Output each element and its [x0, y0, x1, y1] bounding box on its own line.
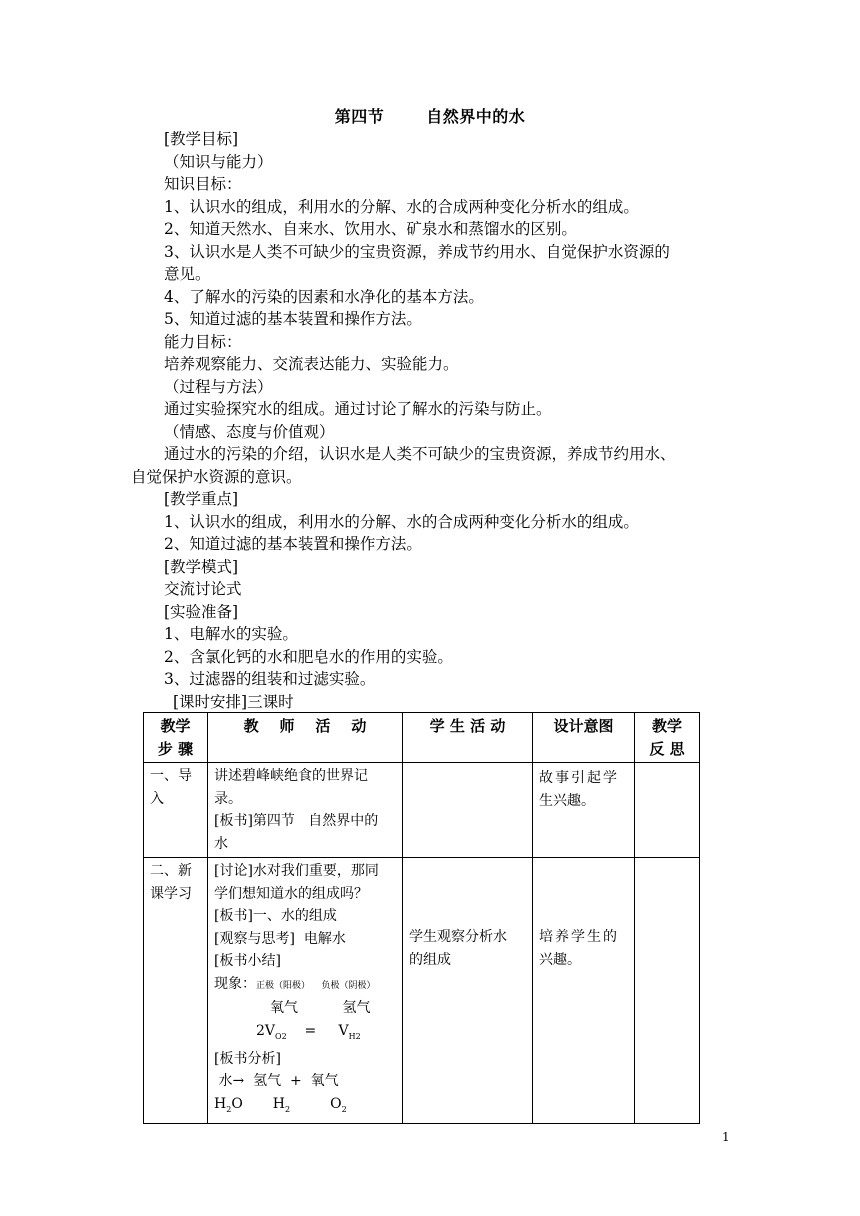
chemical-formulas: $H_2O$ $H_2$ $O_2$	[214, 1095, 347, 1114]
text-line: 3、过滤器的组装和过滤实验。	[164, 670, 376, 688]
row2-step: 二、新 课学习	[144, 858, 208, 1124]
page-number: 1	[722, 1130, 730, 1144]
text-line: （知识与能力）	[164, 152, 273, 171]
volume-ratio: $2V_{O2}$ = $V_{H2}$	[256, 1022, 361, 1041]
gases-line: 氧气 氢气	[270, 1000, 371, 1016]
text-line: 2、知道过滤的基本装置和操作方法。	[164, 535, 422, 553]
text-line: [教学模式]	[164, 557, 239, 576]
row2-design: 培养学生的 兴趣。	[533, 858, 635, 1124]
lesson-table	[143, 712, 700, 1124]
header-reflect: 教学 反 思	[635, 713, 700, 763]
lesson-plan-text	[131, 128, 731, 713]
text-line: 2、知道天然水、自来水、饮用水、矿泉水和蒸馏水的区别。	[164, 220, 577, 238]
text-line: （情感、态度与价值观）	[164, 422, 335, 441]
word-equation: 水→ 氢气 + 氧气	[214, 1073, 339, 1090]
title-section: 第四节	[334, 107, 385, 126]
text-line: 通过实验探究水的组成。通过讨论了解水的污染与防止。	[164, 400, 552, 418]
header-design: 设计意图	[533, 713, 635, 763]
text-line: 知识目标：	[164, 175, 242, 193]
table-header-row	[144, 713, 700, 763]
text-line: [实验准备]	[164, 602, 239, 621]
text-line: 1、电解水的实验。	[164, 625, 298, 643]
row2-teacher: [讨论]水对我们重要，那同 学们想知道水的组成吗？ [板书]一、水的组成 [观察与思考] 电解水 [板书小结] 现象：正极（阳极） 负极（阴极） 氧气 氢气 $2V_{O2}$ = $V_{H2}$ [板书分析] 水→ 氢气 + 氧气 $H_2O$ $H_2$ $O_2$	[208, 858, 403, 1124]
phenomenon-line: 现象：正极（阳极） 负极（阴极）	[214, 975, 376, 992]
row1-teacher: 讲述碧峰峡绝食的世界记 录。 [板书]第四节 自然界中的 水	[208, 763, 403, 858]
text-line: [教学重点]	[164, 490, 239, 508]
row2-reflect	[635, 858, 700, 1124]
text-line: 5、知道过滤的基本装置和操作方法。	[164, 310, 422, 328]
row1-step: 一、导 入	[144, 763, 208, 858]
text-line: （过程与方法）	[164, 377, 273, 396]
row1-design: 故事引起学 生兴趣。	[533, 763, 635, 858]
text-line: 4、了解水的污染的因素和水净化的基本方法。	[164, 287, 484, 306]
table-row	[144, 858, 700, 1124]
text-line: 意见。	[164, 265, 211, 283]
text-line: 能力目标：	[164, 332, 242, 351]
text-line: 培养观察能力、交流表达能力、实验能力。	[164, 355, 459, 373]
text-line: [课时安排]三课时	[173, 692, 294, 711]
text-line: 1、认识水的组成，利用水的分解、水的合成两种变化分析水的组成。	[164, 197, 639, 216]
text-line: 通过水的污染的介绍，认识水是人类不可缺少的宝贵资源，养成节约用水、	[164, 445, 676, 463]
row1-reflect	[635, 763, 700, 858]
text-line: 2、含氯化钙的水和肥皂水的作用的实验。	[164, 647, 453, 666]
header-teacher: 教 师 活 动	[208, 713, 403, 763]
text-line: 3、认识水是人类不可缺少的宝贵资源，养成节约用水、自觉保护水资源的	[164, 242, 670, 261]
text-line: [教学目标]	[164, 130, 239, 148]
text-line: 1、认识水的组成，利用水的分解、水的合成两种变化分析水的组成。	[164, 512, 639, 531]
row2-student: 学生观察分析水 的组成	[403, 858, 533, 1124]
text-line: 交流讨论式	[164, 580, 242, 598]
page-title	[0, 104, 860, 127]
table-row	[144, 763, 700, 858]
header-step: 教学 步 骤	[144, 713, 208, 763]
header-student: 学 生 活 动	[403, 713, 533, 763]
title-topic: 自然界中的水	[426, 107, 526, 126]
row1-student	[403, 763, 533, 858]
text-line: 自觉保护水资源的意识。	[131, 467, 302, 486]
